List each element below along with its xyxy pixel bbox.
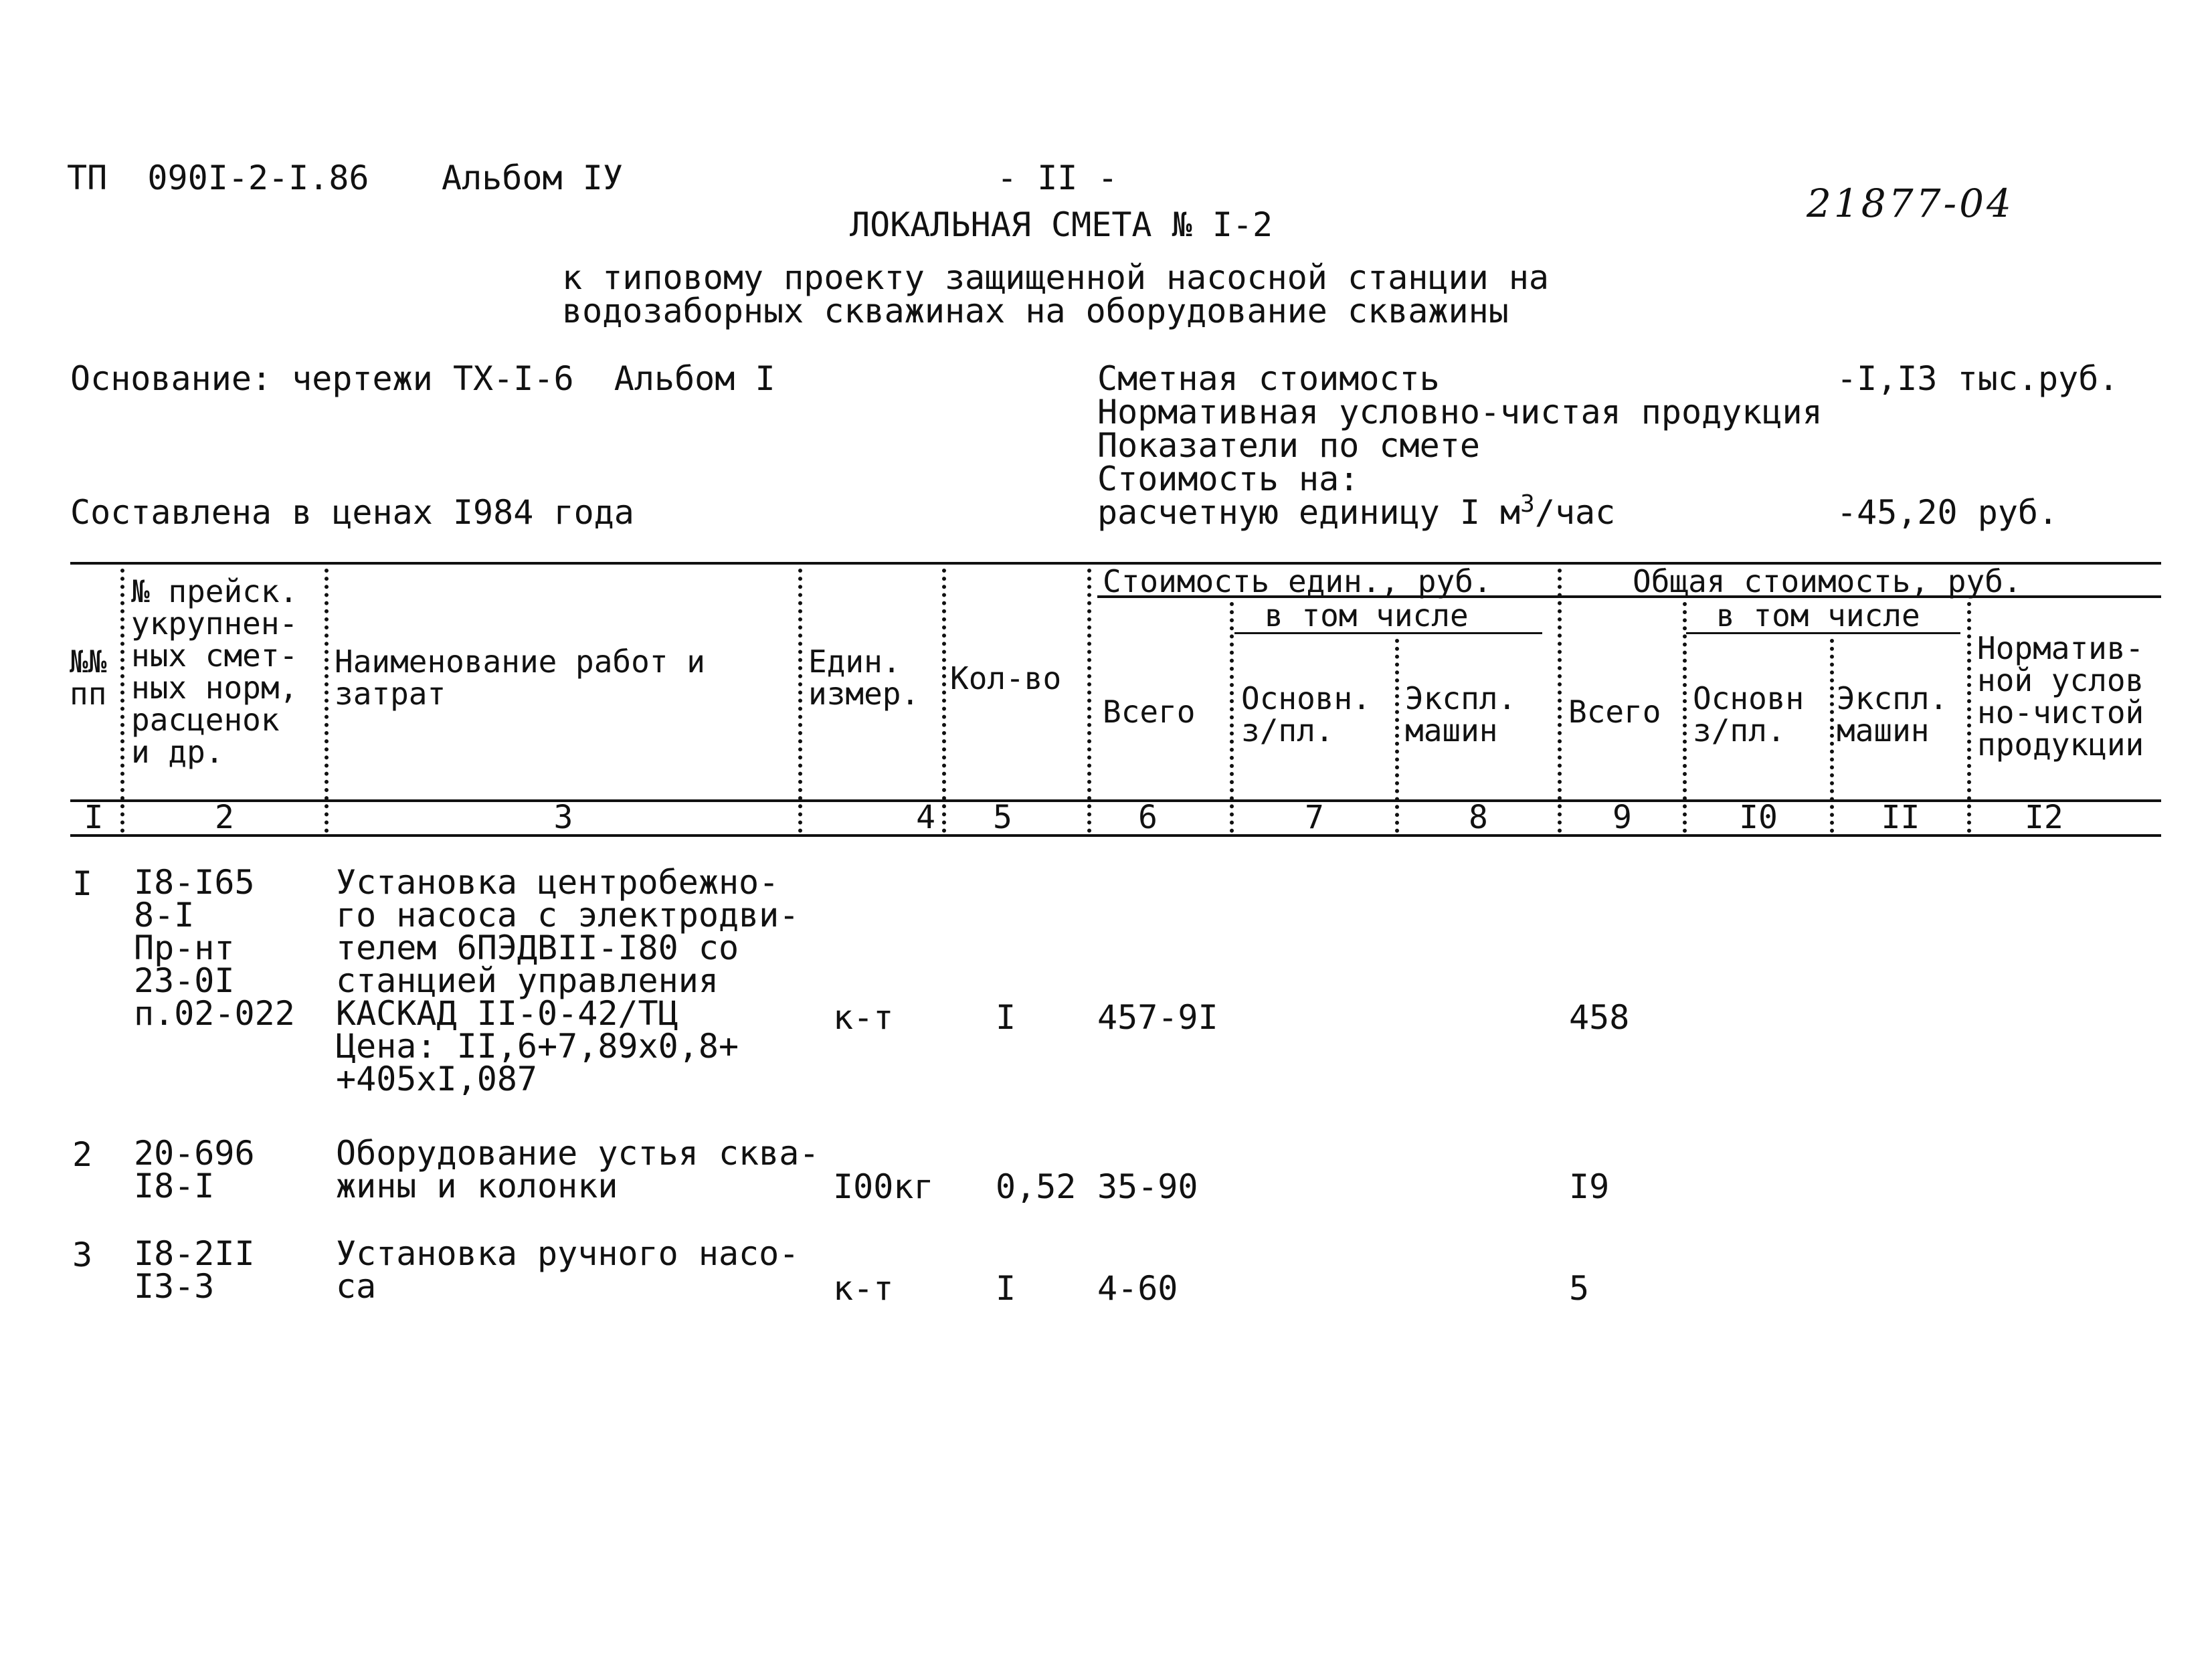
page-number: - II - xyxy=(997,159,1118,197)
doc-code: ТП 090I-2-I.86 xyxy=(67,159,369,197)
col-sep-9 xyxy=(1683,602,1687,833)
subtitle-line-1: к типовому проекту защищенной насосной станции на xyxy=(562,258,1550,297)
header-total-cost-group: Общая стоимость, руб. xyxy=(1633,563,2022,599)
row-total: 458 xyxy=(1569,998,1630,1037)
col-sep-5 xyxy=(1087,569,1091,833)
row-unit: к-т xyxy=(833,1269,894,1308)
handwritten-number: 21877-04 xyxy=(1807,181,2014,226)
numbers-bottom-line xyxy=(70,834,2161,837)
subtitle-line-2: водозаборных скважинах на оборудование скважины xyxy=(562,292,1509,330)
row-qty: 0,52 xyxy=(996,1167,1077,1206)
header-col-7: Основн. з/пл. xyxy=(1241,680,1371,749)
row-total: I9 xyxy=(1569,1167,1610,1206)
row-unit-total: 457-9I xyxy=(1097,998,1218,1037)
row-number: I xyxy=(72,864,93,903)
page-title: ЛОКАЛЬНАЯ СМЕТА № I-2 xyxy=(850,205,1273,244)
cost-label: Сметная стоимость xyxy=(1097,359,1440,398)
col-sep-2 xyxy=(325,569,329,833)
col-number: 2 xyxy=(215,799,234,836)
row-number: 2 xyxy=(72,1135,93,1174)
unit-label-b: /час xyxy=(1534,493,1616,532)
row-code: 20-696 I8-I xyxy=(134,1134,255,1205)
unit-label xyxy=(1097,490,1616,532)
row-qty: I xyxy=(996,1269,1016,1308)
row-name: Установка ручного насо- са xyxy=(336,1234,800,1306)
row-total: 5 xyxy=(1569,1269,1590,1308)
row-code: I8-I65 8-I Пр-нт 23-0I п.02-022 xyxy=(134,863,295,1033)
header-unit-incl: в том числе xyxy=(1265,597,1469,633)
col-sep-4 xyxy=(942,569,946,833)
col-number: 3 xyxy=(553,799,573,836)
basis-text: Основание: чертежи ТХ-I-6 Альбом I xyxy=(70,359,775,398)
prices-text: Составлена в ценах I984 года xyxy=(70,493,634,532)
header-col-8: Экспл. машин xyxy=(1405,680,1517,749)
header-col-3: Наименование работ и затрат xyxy=(335,644,705,712)
col-sep-1 xyxy=(120,569,124,833)
normative-label: Нормативная условно-чистая продукция xyxy=(1097,393,1823,431)
row-name: Оборудование устья сква- жины и колонки xyxy=(336,1134,820,1205)
row-unit-total: 35-90 xyxy=(1097,1167,1198,1206)
col-number: 8 xyxy=(1469,799,1488,836)
row-unit: к-т xyxy=(833,998,894,1037)
col-number: II xyxy=(1881,799,1920,836)
header-col-1: №№ пп xyxy=(70,644,107,712)
row-unit: I00кг xyxy=(833,1167,934,1206)
row-number: 3 xyxy=(72,1236,93,1274)
header-col-6: Всего xyxy=(1103,694,1196,730)
row-qty: I xyxy=(996,998,1016,1037)
unit-value: -45,20 руб. xyxy=(1837,493,2059,532)
unit-label-a: расчетную единицу I м xyxy=(1097,493,1521,532)
row-name: Установка центробежно- го насоса с электродви- телем 6ПЭДВII-I80 со станцией управления КАСКАД II-0-42/ТЦ Цена: II,6+7,89х0,8+ +405хI,087 xyxy=(336,863,800,1098)
header-unit-cost-group: Стоимость един., руб. xyxy=(1103,563,1492,599)
unit-superscript: 3 xyxy=(1520,490,1535,518)
header-col-12: Норматив- ной услов но-чистой продукции xyxy=(1977,630,2144,763)
col-number: 6 xyxy=(1138,799,1158,836)
col-number: 7 xyxy=(1305,799,1324,836)
header-col-2: № прейск. укрупнен- ных смет- ных норм, расценок и др. xyxy=(131,573,298,770)
row-unit-total: 4-60 xyxy=(1097,1269,1178,1308)
col-sep-11 xyxy=(1967,602,1971,833)
col-number: 5 xyxy=(993,799,1012,836)
header-col-9: Всего xyxy=(1568,694,1661,730)
header-col-5: Кол-во xyxy=(950,660,1062,696)
col-sep-8 xyxy=(1558,569,1562,833)
row-code: I8-2II I3-3 xyxy=(134,1234,255,1306)
col-number: I2 xyxy=(2025,799,2063,836)
col-number: 9 xyxy=(1612,799,1632,836)
cost-value: -I,I3 тыс.руб. xyxy=(1837,359,2119,398)
col-sep-6 xyxy=(1230,602,1234,833)
header-col-11: Экспл. машин xyxy=(1837,680,1948,749)
album-label: Альбом IУ xyxy=(442,159,623,197)
col-number: I xyxy=(84,799,104,836)
col-number: 4 xyxy=(916,799,935,836)
header-total-incl: в том числе xyxy=(1716,597,1920,633)
cost-per-label: Стоимость на: xyxy=(1097,460,1360,498)
header-col-4: Един. измер. xyxy=(808,644,920,712)
header-col-10: Основн з/пл. xyxy=(1693,680,1805,749)
col-sep-3 xyxy=(798,569,802,833)
col-number: I0 xyxy=(1739,799,1778,836)
indicators-label: Показатели по смете xyxy=(1097,426,1480,465)
